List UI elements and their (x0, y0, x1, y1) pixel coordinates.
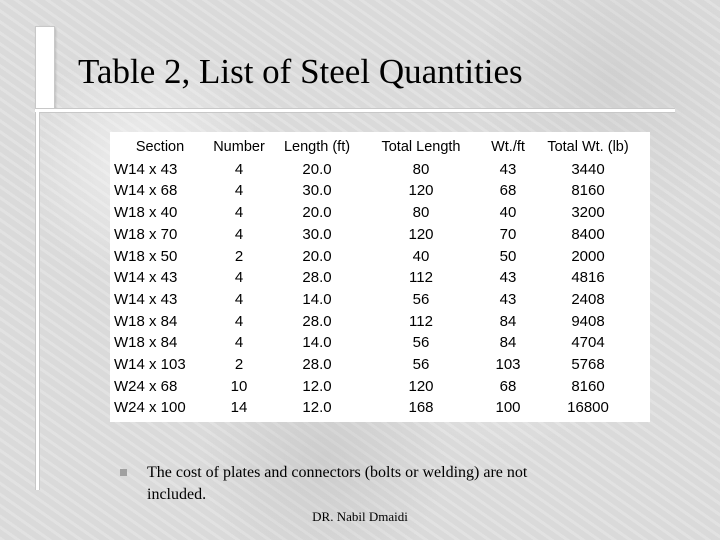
cell-total-length: 56 (412, 290, 430, 308)
table-row (114, 159, 640, 181)
cell-total-length: 40 (412, 247, 430, 265)
cell-section: W18 x 40 (114, 204, 178, 222)
cell-weight-per-ft: 43 (499, 160, 517, 178)
cell-total-weight: 9408 (571, 312, 605, 330)
cell-length: 28.0 (302, 312, 332, 330)
cell-number: 2 (234, 356, 244, 374)
cell-total-length: 112 (409, 312, 433, 330)
decorative-bar-vertical (35, 26, 55, 110)
cell-number: 2 (234, 247, 244, 265)
cell-weight-per-ft: 70 (499, 225, 517, 243)
header-section: Section (135, 139, 185, 155)
cell-number: 4 (234, 225, 244, 243)
steel-quantities-table (114, 137, 640, 419)
table-row (114, 202, 640, 224)
cell-total-weight: 8160 (571, 182, 605, 200)
cell-section: W18 x 70 (114, 225, 178, 243)
cell-total-length: 120 (408, 225, 434, 243)
decorative-bar-left-edge (35, 112, 40, 490)
cell-section: W24 x 68 (114, 377, 178, 395)
table-row (114, 332, 640, 354)
cell-total-weight: 2000 (571, 247, 605, 265)
cell-length: 14.0 (302, 290, 332, 308)
cell-weight-per-ft: 40 (499, 204, 517, 222)
cell-section: W14 x 103 (114, 356, 186, 374)
cell-total-weight: 16800 (567, 399, 609, 417)
cell-total-weight: 8400 (571, 225, 605, 243)
cell-total-weight: 5768 (571, 356, 605, 374)
note-bullet-item (120, 462, 590, 506)
cell-weight-per-ft: 68 (499, 377, 517, 395)
table-row (114, 397, 640, 419)
cell-number: 4 (234, 334, 244, 352)
cell-total-length: 56 (412, 334, 430, 352)
cell-weight-per-ft: 100 (495, 399, 521, 417)
cell-number: 14 (230, 399, 248, 417)
cell-number: 4 (234, 290, 244, 308)
cell-number: 4 (234, 269, 244, 287)
cell-length: 12.0 (302, 399, 332, 417)
cell-weight-per-ft: 43 (499, 290, 517, 308)
cell-total-weight: 4816 (571, 269, 605, 287)
cell-total-length: 168 (408, 399, 434, 417)
cell-section: W18 x 84 (114, 334, 178, 352)
header-length: Length (ft) (283, 139, 351, 155)
cell-total-length: 80 (412, 160, 430, 178)
cell-total-length: 80 (412, 204, 430, 222)
cell-total-weight: 4704 (571, 334, 605, 352)
cell-length: 28.0 (302, 269, 332, 287)
table-row (114, 376, 640, 398)
cell-weight-per-ft: 43 (499, 269, 517, 287)
square-bullet-icon (120, 469, 127, 476)
cell-section: W14 x 68 (114, 182, 178, 200)
cell-weight-per-ft: 50 (499, 247, 517, 265)
cell-section: W24 x 100 (114, 399, 186, 417)
table-header-row (114, 137, 640, 159)
cell-number: 4 (234, 312, 244, 330)
cell-total-length: 112 (409, 269, 433, 287)
cell-total-length: 120 (408, 182, 434, 200)
table-row (114, 354, 640, 376)
cell-number: 4 (234, 182, 244, 200)
cell-length: 30.0 (302, 182, 332, 200)
header-total-length: Total Length (381, 139, 461, 155)
cell-total-length: 120 (408, 377, 434, 395)
cell-section: W18 x 84 (114, 312, 178, 330)
cell-number: 4 (234, 204, 244, 222)
cell-weight-per-ft: 84 (499, 312, 517, 330)
note-text: The cost of plates and connectors (bolts or welding) are not included. (147, 464, 528, 503)
cell-total-weight: 3200 (571, 204, 605, 222)
cell-section: W14 x 43 (114, 269, 178, 287)
cell-total-weight: 2408 (571, 290, 605, 308)
cell-number: 4 (234, 160, 244, 178)
cell-total-weight: 8160 (571, 377, 605, 395)
cell-length: 20.0 (302, 247, 332, 265)
cell-number: 10 (230, 377, 248, 395)
cell-length: 14.0 (302, 334, 332, 352)
slide-title: Table 2, List of Steel Quantities (78, 52, 523, 91)
footer-author: DR. Nabil Dmaidi (312, 509, 408, 524)
cell-length: 20.0 (302, 204, 332, 222)
cell-section: W14 x 43 (114, 160, 178, 178)
table-row (114, 289, 640, 311)
header-weight-per-ft: Wt./ft (491, 139, 525, 155)
table-row (114, 267, 640, 289)
cell-length: 12.0 (302, 377, 332, 395)
header-number: Number (213, 139, 265, 155)
cell-weight-per-ft: 68 (499, 182, 517, 200)
cell-section: W18 x 50 (114, 247, 178, 265)
cell-total-length: 56 (412, 356, 430, 374)
cell-section: W14 x 43 (114, 290, 178, 308)
table-row (114, 246, 640, 268)
table-row (114, 224, 640, 246)
table-row (114, 180, 640, 202)
cell-length: 30.0 (302, 225, 332, 243)
table-row (114, 311, 640, 333)
table-body (114, 159, 640, 419)
cell-weight-per-ft: 103 (495, 356, 521, 374)
decorative-bar-horizontal (35, 108, 675, 113)
cell-length: 20.0 (302, 160, 332, 178)
header-total-weight: Total Wt. (lb) (547, 139, 629, 155)
steel-quantities-table-panel (110, 132, 650, 422)
cell-total-weight: 3440 (571, 160, 605, 178)
cell-weight-per-ft: 84 (499, 334, 517, 352)
cell-length: 28.0 (302, 356, 332, 374)
